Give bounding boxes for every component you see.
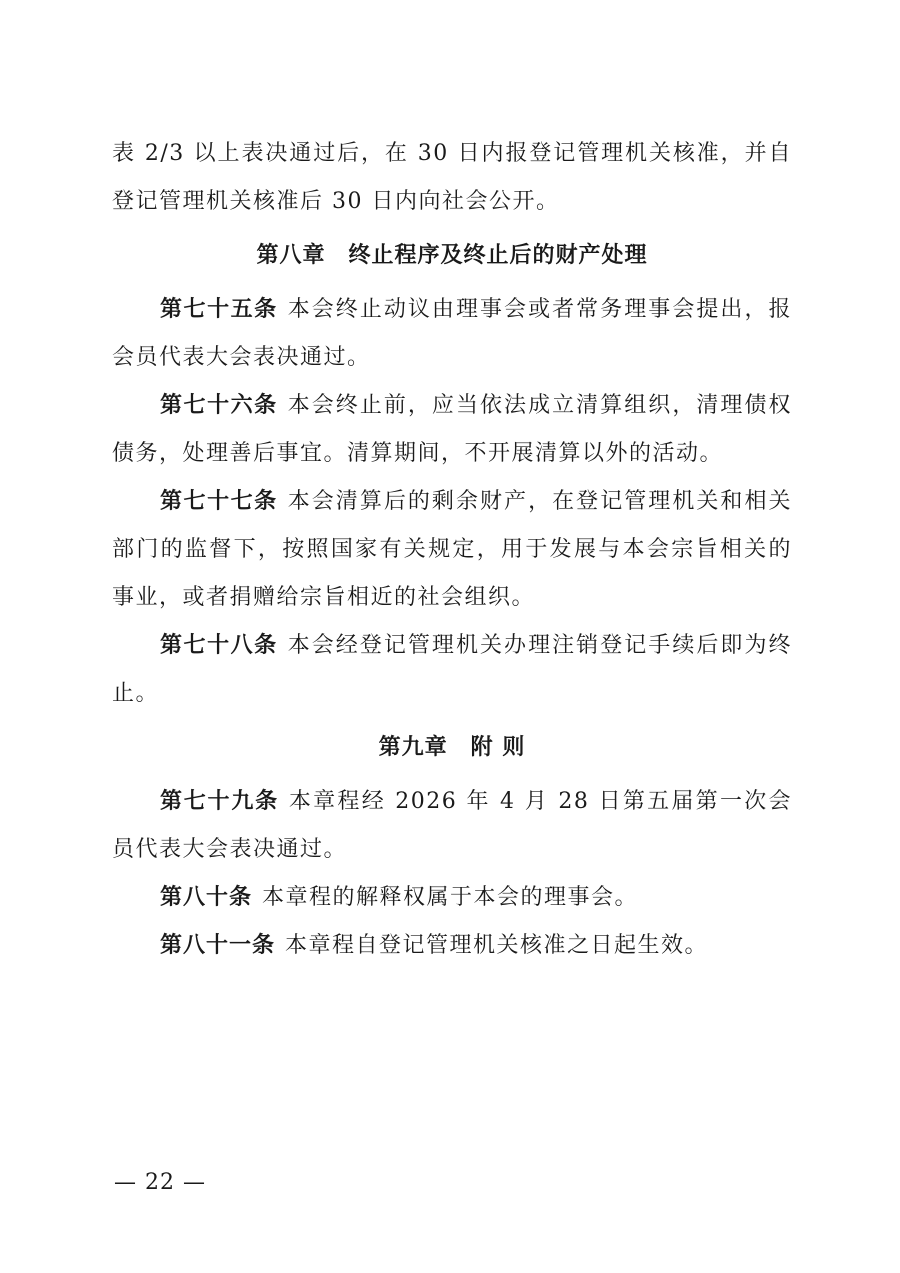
article-79-text: 本章程经 2026 年 4 月 28 日第五届第一次会员代表大会表决通过。: [112, 789, 792, 862]
page-number: — 22 —: [114, 1170, 206, 1195]
article-80-label: 第八十条: [160, 885, 253, 910]
article-75-label: 第七十五条: [160, 297, 278, 322]
chapter-9-title: 第九章 附 则: [378, 735, 526, 760]
document-body: [112, 130, 792, 970]
article-80: [112, 874, 792, 922]
chapter-8-title: 第八章 终止程序及终止后的财产处理: [256, 243, 648, 268]
intro-paragraph: 表 2/3 以上表决通过后，在 30 日内报登记管理机关核准，并自登记管理机关核准后 30 日内向社会公开。: [112, 141, 792, 214]
article-81-text: 本章程自登记管理机关核准之日起生效。: [285, 933, 709, 958]
article-79: [112, 778, 792, 874]
article-77-label: 第七十七条: [160, 489, 278, 514]
article-78-label: 第七十八条: [160, 633, 278, 658]
article-81: [112, 922, 792, 970]
article-78: [112, 622, 792, 718]
article-80-text: 本章程的解释权属于本会的理事会。: [262, 885, 639, 910]
article-81-label: 第八十一条: [160, 933, 276, 958]
article-77-text: 本会清算后的剩余财产，在登记管理机关和相关部门的监督下，按照国家有关规定，用于发展与本会宗旨相关的事业，或者捐赠给宗旨相近的社会组织。: [112, 489, 792, 610]
article-76: [112, 382, 792, 478]
article-76-label: 第七十六条: [160, 393, 278, 418]
article-77: [112, 478, 792, 622]
article-75: [112, 286, 792, 382]
article-75-text: 本会终止动议由理事会或者常务理事会提出，报会员代表大会表决通过。: [112, 297, 792, 370]
article-78-text: 本会经登记管理机关办理注销登记手续后即为终止。: [112, 633, 792, 706]
article-79-label: 第七十九条: [160, 789, 279, 814]
article-76-text: 本会终止前，应当依法成立清算组织，清理债权债务，处理善后事宜。清算期间，不开展清算以外的活动。: [112, 393, 792, 466]
